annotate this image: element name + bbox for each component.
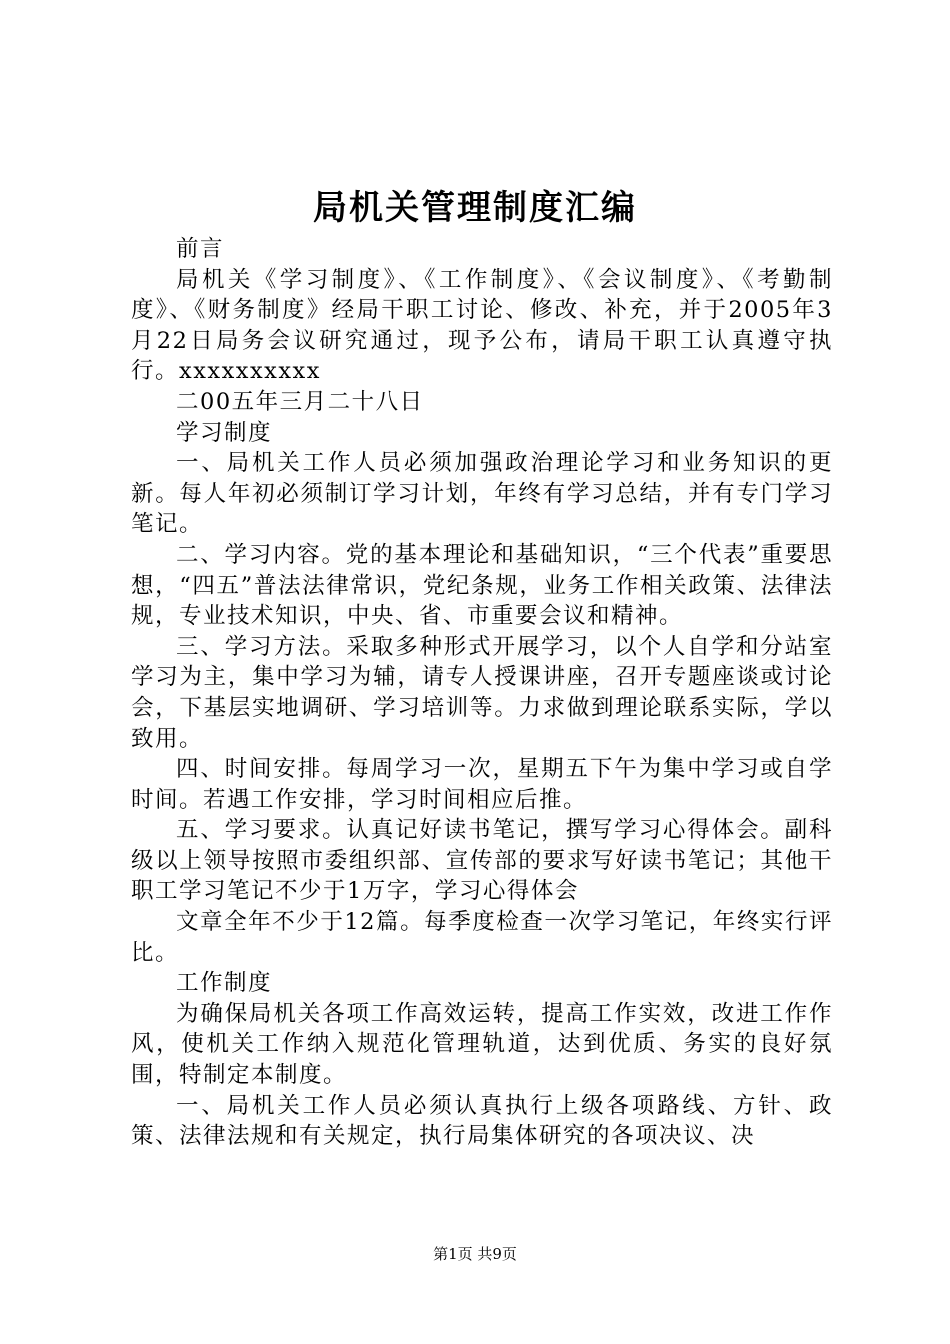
paragraph-study-4: 四、时间安排。每周学习一次，星期五下午为集中学习或自学时间。若遇工作安排，学习时间相应后推。: [131, 756, 833, 813]
paragraph-study-5-cont: 文章全年不少于12篇。每季度检查一次学习笔记，年终实行评比。: [131, 909, 833, 966]
paragraph-study-1: 一、局机关工作人员必须加强政治理论学习和业务知识的更新。每人年初必须制订学习计划，年终有学习总结，并有专门学习笔记。: [131, 450, 833, 538]
paragraph-date: 二00五年三月二十八日: [176, 388, 424, 415]
section-heading-work: 工作制度: [176, 970, 273, 997]
paragraph-preface-text: 局机关《学习制度》、《工作制度》、《会议制度》、《考勤制度》、《财务制度》经局干职工讨论、修改、补充，并于2005年3月22日局务会议研究通过，现予公布，请局干职工认真遵守执行。xxxxxxxxxx: [131, 266, 833, 385]
paragraph-study-5: 五、学习要求。认真记好读书笔记，撰写学习心得体会。副科级以上领导按照市委组织部、宣传部的要求写好读书笔记；其他干职工学习笔记不少于1万字，学习心得体会: [131, 817, 833, 905]
section-heading-study: 学习制度: [176, 419, 273, 446]
paragraph-work-1: 一、局机关工作人员必须认真执行上级各项路线、方针、政策、法律法规和有关规定，执行局集体研究的各项决议、决: [131, 1092, 833, 1150]
paragraph-study-3: 三、学习方法。采取多种形式开展学习，以个人自学和分站室学习为主，集中学习为辅，请专人授课讲座，召开专题座谈或讨论会，下基层实地调研、学习培训等。力求做到理论联系实际，学以致用。: [131, 633, 833, 752]
document-title: 局机关管理制度汇编: [313, 188, 637, 228]
document-body: [131, 234, 833, 1152]
paragraph-work-intro: 为确保局机关各项工作高效运转，提高工作实效，改进工作作风，使机关工作纳入规范化管理轨道，达到优质、务实的良好氛围，特制定本制度。: [131, 1000, 833, 1089]
paragraph-preface-heading: 前言: [176, 236, 225, 262]
paragraph-study-2: 二、学习内容。党的基本理论和基础知识，“三个代表”重要思想，“四五”普法法律常识，党纪条规，业务工作相关政策、法律法规，专业技术知识，中央、省、市重要会议和精神。: [131, 541, 833, 630]
page-footer: 第1页 共9页: [433, 1245, 517, 1263]
